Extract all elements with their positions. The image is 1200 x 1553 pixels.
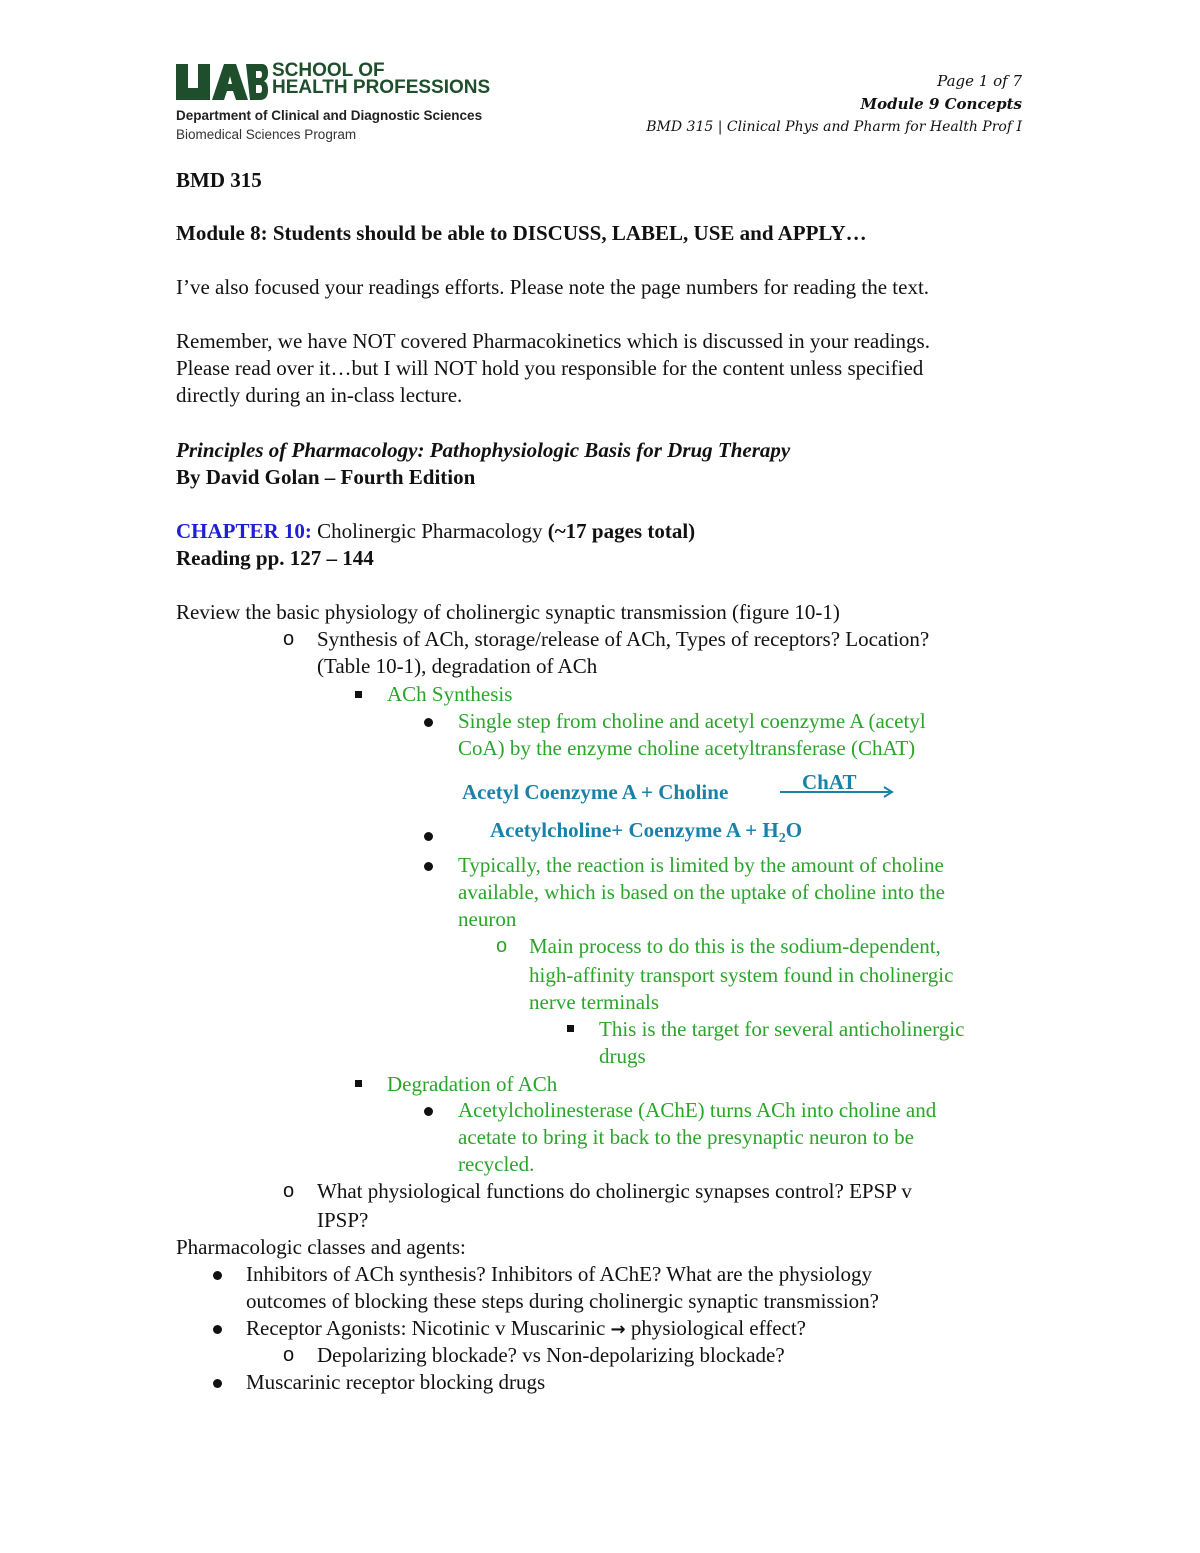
circle-bullet-icon: o — [283, 1180, 295, 1202]
muscarinic-line: Muscarinic receptor blocking drugs — [246, 1370, 546, 1394]
circle-bullet-icon: o — [283, 1344, 295, 1366]
logo-school-line: SCHOOL OF — [272, 60, 385, 81]
chapter-heading — [176, 518, 695, 545]
logo-health-line: HEALTH PROFESSIONS — [272, 77, 491, 98]
review-line: Review the basic physiology of cholinergic synaptic transmission (figure 10-1) — [176, 600, 840, 624]
disc-bullet-icon — [424, 718, 433, 727]
module-label: Module 9 Concepts — [860, 95, 1022, 113]
typically-line-1: Typically, the reaction is limited by the amount of choline — [458, 853, 944, 877]
remember-line-2: Please read over it…but I will NOT hold you responsible for the content unless specified — [176, 356, 924, 380]
ach-synthesis: ACh Synthesis — [387, 682, 513, 706]
department-name: Department of Clinical and Diagnostic Sciences — [176, 108, 483, 123]
disc-bullet-icon — [424, 862, 433, 871]
classes-heading: Pharmacologic classes and agents: — [176, 1235, 466, 1259]
circle-bullet-icon: o — [496, 935, 508, 957]
disc-bullet-icon — [213, 1379, 222, 1388]
page-number: Page 1 of 7 — [937, 72, 1022, 90]
agonists-line — [246, 1315, 806, 1343]
target-line-1: This is the target for several anticholinergic — [599, 1017, 965, 1041]
functions-line-2: IPSP? — [317, 1208, 369, 1232]
degradation: Degradation of ACh — [387, 1072, 558, 1096]
logo-school-text — [272, 62, 490, 96]
equation-left: Acetyl Coenzyme A + Choline — [462, 780, 729, 804]
ache-line-3: recycled. — [458, 1152, 535, 1176]
disc-bullet-icon — [424, 1107, 433, 1116]
ache-line-1: Acetylcholinesterase (AChE) turns ACh into choline and — [458, 1098, 937, 1122]
course-label: BMD 315 | Clinical Phys and Pharm for Health Prof I — [646, 119, 1022, 135]
readings-note: I’ve also focused your readings efforts. Please note the page numbers for reading the text. — [176, 275, 930, 299]
right-arrow-icon: → — [610, 1319, 626, 1340]
main-process-line-3: nerve terminals — [529, 990, 660, 1014]
course-code: BMD 315 — [176, 168, 262, 192]
typically-line-3: neuron — [458, 907, 517, 931]
single-step-line-2: CoA) by the enzyme choline acetyltransferase (ChAT) — [458, 736, 916, 760]
book-author: By David Golan – Fourth Edition — [176, 465, 476, 489]
disc-bullet-icon — [213, 1325, 222, 1334]
square-bullet-icon — [567, 1025, 574, 1032]
chapter-pages-total: (~17 pages total) — [547, 519, 696, 543]
target-line-2: drugs — [599, 1044, 646, 1068]
remember-line-3: directly during an in-class lecture. — [176, 383, 463, 407]
inhibitors-line-2: outcomes of blocking these steps during cholinergic synaptic transmission? — [246, 1289, 879, 1313]
blockade-line: Depolarizing blockade? vs Non-depolarizing blockade? — [317, 1343, 785, 1367]
inhibitors-line-1: Inhibitors of ACh synthesis? Inhibitors of AChE? What are the physiology — [246, 1262, 873, 1286]
remember-line-1: Remember, we have NOT covered Pharmacokinetics which is discussed in your readings. — [176, 329, 930, 353]
reading-pages: Reading pp. 127 – 144 — [176, 546, 374, 570]
main-process-line-1: Main process to do this is the sodium-dependent, — [529, 934, 941, 958]
module-heading: Module 8: Students should be able to DISCUSS, LABEL, USE and APPLY… — [176, 221, 867, 245]
agonists-text-b: physiological effect? — [625, 1316, 807, 1340]
reaction-arrow-icon — [780, 784, 896, 800]
book-title: Principles of Pharmacology: Pathophysiologic Basis for Drug Therapy — [176, 438, 791, 462]
disc-bullet-icon — [213, 1271, 222, 1280]
equation-enzyme: ChAT — [802, 770, 857, 794]
equation-right-b: O — [785, 818, 803, 842]
square-bullet-icon — [355, 691, 362, 698]
synthesis-question-1: Synthesis of ACh, storage/release of ACh, Types of receptors? Location? — [317, 627, 930, 651]
chapter-label: CHAPTER 10: — [176, 519, 312, 543]
uab-logo — [176, 64, 268, 100]
functions-line-1: What physiological functions do cholinergic synapses control? EPSP v — [317, 1179, 912, 1203]
program-name: Biomedical Sciences Program — [176, 127, 357, 142]
typically-line-2: available, which is based on the uptake of choline into the — [458, 880, 945, 904]
chapter-name: Cholinergic Pharmacology — [311, 519, 548, 543]
ache-line-2: acetate to bring it back to the presynaptic neuron to be — [458, 1125, 915, 1149]
agonists-text-a: Receptor Agonists: Nicotinic v Muscarinic — [246, 1316, 611, 1340]
disc-bullet-icon — [424, 832, 433, 841]
equation-subscript: 2 — [778, 831, 786, 847]
square-bullet-icon — [355, 1080, 362, 1087]
equation-right — [490, 818, 802, 847]
synthesis-question-2: (Table 10-1), degradation of ACh — [317, 654, 598, 678]
equation-right-a: Acetylcholine+ Coenzyme A + H — [490, 818, 779, 842]
circle-bullet-icon: o — [283, 628, 295, 650]
main-process-line-2: high-affinity transport system found in cholinergic — [529, 963, 954, 987]
single-step-line-1: Single step from choline and acetyl coenzyme A (acetyl — [458, 709, 926, 733]
